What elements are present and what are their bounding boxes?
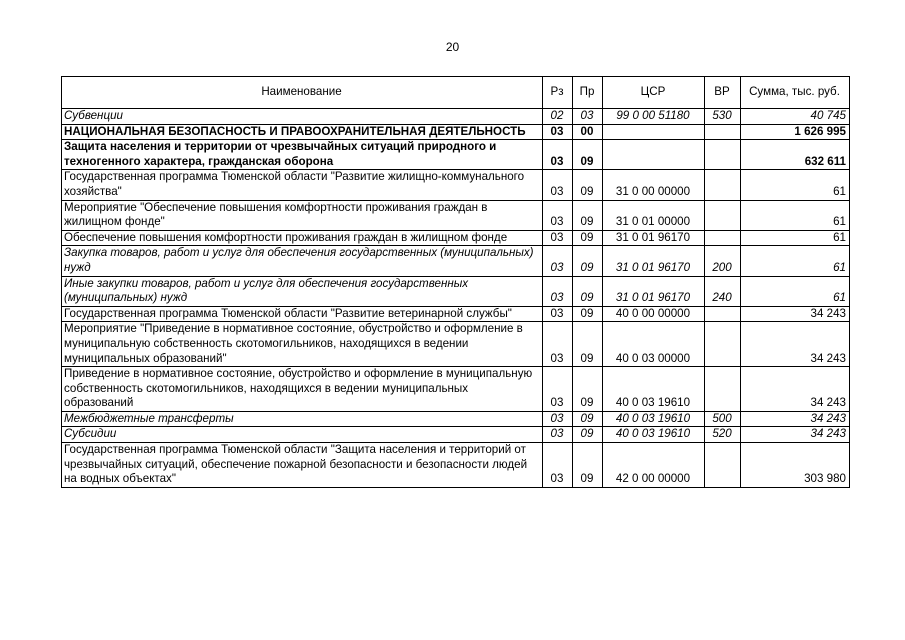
row-rz: 03 [543,367,573,412]
row-vr [705,170,741,200]
row-name: Мероприятие "Приведение в нормативное состояние, обустройство и оформление в муниципальную собственность скотомогильников, находящихся в ведении муниципальных образований" [62,322,543,367]
row-sum: 34 243 [741,322,850,367]
row-pr: 09 [573,427,603,443]
row-pr: 00 [573,124,603,140]
row-csr: 42 0 00 00000 [603,443,705,488]
row-rz: 03 [543,140,573,170]
row-rz: 03 [543,124,573,140]
row-name: Защита населения и территории от чрезвычайных ситуаций природного и техногенного характера, гражданская оборона [62,140,543,170]
row-sum: 61 [741,276,850,306]
row-vr: 240 [705,276,741,306]
table-row [62,246,850,276]
row-vr [705,322,741,367]
row-rz: 03 [543,427,573,443]
row-vr: 520 [705,427,741,443]
row-rz: 03 [543,170,573,200]
row-sum: 61 [741,230,850,246]
row-pr: 09 [573,443,603,488]
row-sum: 40 745 [741,109,850,125]
row-pr: 09 [573,276,603,306]
row-csr: 31 0 00 00000 [603,170,705,200]
row-pr: 09 [573,367,603,412]
table-row [62,140,850,170]
header-row [62,77,850,109]
row-vr [705,443,741,488]
row-sum: 61 [741,200,850,230]
row-rz: 03 [543,411,573,427]
row-rz: 03 [543,230,573,246]
row-rz: 03 [543,276,573,306]
row-name: Приведение в нормативное состояние, обустройство и оформление в муниципальную собственность скотомогильников, находящихся в ведении муниципальных образований [62,367,543,412]
header-rz: Рз [543,77,573,109]
header-csr: ЦСР [603,77,705,109]
table-row [62,306,850,322]
row-vr [705,306,741,322]
page-number: 20 [445,40,460,54]
row-csr: 40 0 03 19610 [603,367,705,412]
table-row [62,322,850,367]
header-pr: Пр [573,77,603,109]
row-rz: 03 [543,322,573,367]
row-rz: 03 [543,443,573,488]
row-pr: 09 [573,306,603,322]
row-rz: 03 [543,306,573,322]
row-vr [705,367,741,412]
row-sum: 61 [741,170,850,200]
row-csr: 40 0 03 19610 [603,411,705,427]
row-pr: 09 [573,246,603,276]
row-pr: 09 [573,411,603,427]
row-sum: 61 [741,246,850,276]
row-sum: 34 243 [741,427,850,443]
row-pr: 09 [573,200,603,230]
row-name: НАЦИОНАЛЬНАЯ БЕЗОПАСНОСТЬ И ПРАВООХРАНИТЕЛЬНАЯ ДЕЯТЕЛЬНОСТЬ [62,124,543,140]
row-name: Обеспечение повышения комфортности проживания граждан в жилищном фонде [62,230,543,246]
row-csr: 31 0 01 00000 [603,200,705,230]
row-name: Субвенции [62,109,543,125]
row-sum: 34 243 [741,306,850,322]
row-sum: 632 611 [741,140,850,170]
row-csr: 31 0 01 96170 [603,246,705,276]
table-row [62,170,850,200]
row-vr: 500 [705,411,741,427]
row-name: Субсидии [62,427,543,443]
budget-table [61,76,850,488]
row-csr: 40 0 03 00000 [603,322,705,367]
row-name: Государственная программа Тюменской области "Развитие ветеринарной службы" [62,306,543,322]
table-row [62,276,850,306]
row-pr: 09 [573,170,603,200]
row-name: Государственная программа Тюменской области "Развитие жилищно-коммунального хозяйства" [62,170,543,200]
table-row [62,443,850,488]
row-name: Государственная программа Тюменской области "Защита населения и территорий от чрезвычайных ситуаций, обеспечение пожарной безопасности и безопасности людей на водных объектах" [62,443,543,488]
row-csr: 40 0 00 00000 [603,306,705,322]
row-name: Закупка товаров, работ и услуг для обеспечения государственных (муниципальных) нужд [62,246,543,276]
table-row [62,109,850,125]
row-sum: 34 243 [741,367,850,412]
row-sum: 303 980 [741,443,850,488]
row-name: Иные закупки товаров, работ и услуг для обеспечения государственных (муниципальных) нужд [62,276,543,306]
header-vr: ВР [705,77,741,109]
row-rz: 02 [543,109,573,125]
row-sum: 34 243 [741,411,850,427]
table-row [62,200,850,230]
row-name: Межбюджетные трансферты [62,411,543,427]
table-row [62,411,850,427]
row-vr [705,140,741,170]
row-rz: 03 [543,200,573,230]
row-csr: 40 0 03 19610 [603,427,705,443]
row-vr [705,230,741,246]
row-sum: 1 626 995 [741,124,850,140]
row-pr: 09 [573,230,603,246]
table-row [62,367,850,412]
header-sum: Сумма, тыс. руб. [741,77,850,109]
row-pr: 09 [573,140,603,170]
row-vr: 200 [705,246,741,276]
table-row [62,124,850,140]
row-csr [603,124,705,140]
table-header [62,77,850,109]
row-vr [705,124,741,140]
row-csr: 31 0 01 96170 [603,276,705,306]
table-row [62,427,850,443]
row-csr: 99 0 00 51180 [603,109,705,125]
row-csr: 31 0 01 96170 [603,230,705,246]
row-csr [603,140,705,170]
header-name: Наименование [62,77,543,109]
row-pr: 03 [573,109,603,125]
row-name: Мероприятие "Обеспечение повышения комфортности проживания граждан в жилищном фонде" [62,200,543,230]
table-body [62,109,850,488]
row-pr: 09 [573,322,603,367]
row-vr [705,200,741,230]
row-vr: 530 [705,109,741,125]
row-rz: 03 [543,246,573,276]
table-row [62,230,850,246]
